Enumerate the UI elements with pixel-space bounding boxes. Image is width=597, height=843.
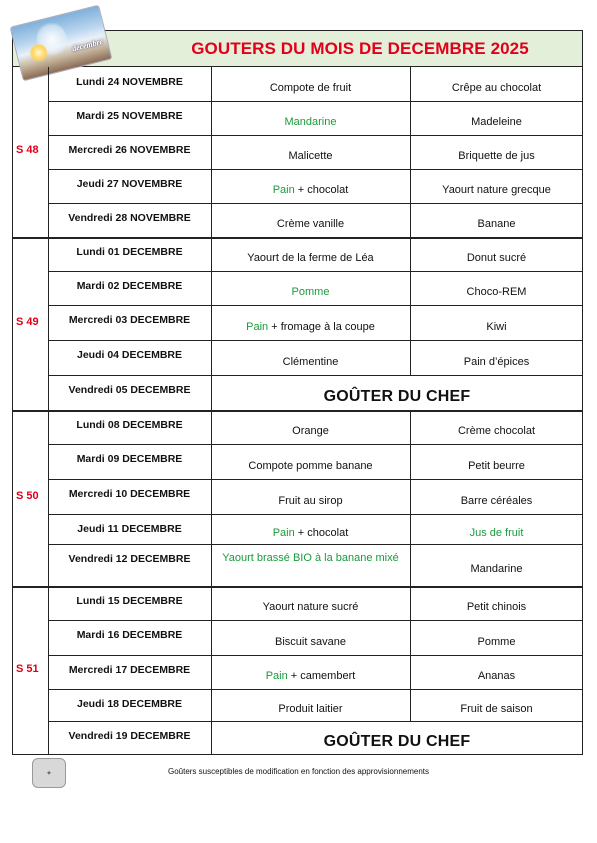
snack-second-item bbox=[416, 308, 577, 343]
item-text: + fromage à la coupe bbox=[268, 320, 375, 333]
dish-column-divider bbox=[410, 271, 411, 305]
item-text: Clémentine bbox=[282, 355, 339, 368]
day-label: Lundi 15 DECEMBRE bbox=[76, 595, 183, 607]
dish-column-divider bbox=[410, 135, 411, 169]
day-label: Vendredi 19 DECEMBRE bbox=[68, 730, 191, 742]
dish-column-divider bbox=[410, 544, 411, 586]
dish-column-divider bbox=[410, 305, 411, 340]
chef-snack-banner: GOÛTER DU CHEF bbox=[323, 733, 471, 750]
day-label: Mardi 25 NOVEMBRE bbox=[76, 110, 183, 122]
chef-snack-banner: GOÛTER DU CHEF bbox=[323, 387, 471, 405]
snack-first-item bbox=[217, 172, 404, 206]
item-text: Kiwi bbox=[486, 320, 507, 333]
highlighted-item-text: Mandarine bbox=[284, 116, 337, 128]
snack-second-item bbox=[416, 482, 577, 517]
snack-first-item bbox=[217, 413, 404, 447]
day-label: Lundi 08 DECEMBRE bbox=[76, 419, 183, 431]
snack-first-item bbox=[217, 517, 404, 547]
day-label: Mardi 09 DECEMBRE bbox=[76, 453, 183, 465]
highlighted-item-text: Jus de fruit bbox=[469, 527, 524, 539]
item-text: Crème vanille bbox=[276, 218, 345, 230]
highlighted-item-text: Pain bbox=[272, 184, 295, 196]
snack-first-item bbox=[217, 658, 404, 692]
snack-first-item bbox=[217, 70, 404, 104]
day-label: Jeudi 18 DECEMBRE bbox=[76, 698, 183, 710]
dish-column-divider bbox=[410, 67, 411, 101]
dish-column-divider bbox=[410, 479, 411, 514]
item-text: Crème chocolat bbox=[457, 425, 536, 437]
day-label: Vendredi 05 DECEMBRE bbox=[68, 384, 191, 396]
week-number-label: S 48 bbox=[16, 144, 39, 156]
snack-second-item bbox=[416, 172, 577, 206]
item-text: + chocolat bbox=[294, 184, 349, 196]
item-text: + camembert bbox=[287, 670, 356, 682]
dish-column-divider bbox=[410, 340, 411, 375]
item-text: + chocolat bbox=[294, 527, 349, 539]
week-number-label: S 49 bbox=[16, 315, 39, 328]
day-label: Jeudi 27 NOVEMBRE bbox=[76, 178, 183, 190]
snack-first-item bbox=[217, 482, 404, 517]
snack-second-item bbox=[416, 547, 577, 589]
snack-first-item bbox=[217, 692, 404, 724]
item-text: Compote de fruit bbox=[269, 82, 352, 94]
highlighted-item-text: Pain bbox=[246, 320, 269, 333]
snack-first-item bbox=[217, 206, 404, 240]
snack-first-item bbox=[217, 104, 404, 138]
dish-column-divider bbox=[410, 203, 411, 237]
day-label: Mercredi 10 DECEMBRE bbox=[68, 488, 191, 500]
week-number-label: S 51 bbox=[16, 662, 39, 675]
snack-second-item bbox=[416, 274, 577, 308]
day-label: Jeudi 11 DECEMBRE bbox=[77, 523, 182, 535]
snack-second-item bbox=[416, 240, 577, 274]
snack-first-item bbox=[217, 274, 404, 308]
page-title: GOUTERS DU MOIS DE DECEMBRE 2025 bbox=[191, 39, 529, 58]
snack-second-item bbox=[416, 206, 577, 240]
item-text: Pain d’épices bbox=[463, 355, 530, 368]
item-text: Orange bbox=[292, 425, 329, 437]
day-label: Vendredi 28 NOVEMBRE bbox=[68, 212, 191, 224]
item-text: Fruit de saison bbox=[460, 703, 533, 715]
highlighted-item-text: Yaourt brassé BIO à la banane mixé bbox=[222, 552, 399, 564]
dish-column-divider bbox=[410, 586, 411, 620]
highlighted-item-text: Pain bbox=[272, 527, 295, 539]
item-text: Fruit au sirop bbox=[278, 494, 343, 507]
snack-second-item bbox=[416, 517, 577, 547]
dish-column-divider bbox=[410, 514, 411, 544]
snack-second-item bbox=[416, 104, 577, 138]
item-text: Briquette de jus bbox=[458, 150, 535, 162]
snack-second-item bbox=[416, 138, 577, 172]
item-text: Choco-REM bbox=[466, 286, 527, 298]
item-text: Compote pomme banane bbox=[248, 459, 373, 472]
item-text: Yaourt nature sucré bbox=[262, 601, 359, 613]
item-text: Ananas bbox=[477, 670, 516, 682]
dish-column-divider bbox=[410, 101, 411, 135]
item-text: Biscuit savane bbox=[275, 635, 346, 648]
day-label: Mercredi 03 DECEMBRE bbox=[68, 314, 191, 326]
item-text: Pomme bbox=[477, 635, 516, 648]
logo-caption: décembre bbox=[71, 36, 104, 54]
dish-column-divider bbox=[410, 410, 411, 444]
item-text: Petit chinois bbox=[466, 601, 527, 613]
item-text: Banane bbox=[477, 218, 516, 230]
dish-column-divider bbox=[410, 689, 411, 721]
day-label: Mercredi 17 DECEMBRE bbox=[68, 664, 191, 676]
dish-column-divider bbox=[410, 444, 411, 479]
item-text: Malicette bbox=[288, 150, 333, 162]
snack-second-item bbox=[416, 589, 577, 623]
highlighted-item-text: Pomme bbox=[291, 286, 330, 298]
item-text: Barre céréales bbox=[460, 494, 533, 507]
item-text: Yaourt nature grecque bbox=[442, 184, 551, 196]
highlighted-item-text: Pain bbox=[265, 670, 288, 682]
dish-column-divider bbox=[410, 237, 411, 271]
snack-first-item bbox=[217, 240, 404, 274]
dish-column-divider bbox=[410, 655, 411, 689]
snack-first-item bbox=[217, 589, 404, 623]
snack-first-item bbox=[217, 447, 404, 482]
day-label: Mardi 02 DECEMBRE bbox=[76, 280, 183, 292]
footer-note: Goûters susceptibles de modification en fonction des approvisionnements bbox=[167, 767, 430, 776]
week-number-label: S 50 bbox=[16, 490, 39, 502]
item-text: Yaourt de la ferme de Léa bbox=[247, 252, 374, 264]
day-label: Mercredi 26 NOVEMBRE bbox=[68, 144, 191, 156]
day-label: Vendredi 12 DECEMBRE bbox=[68, 553, 191, 565]
snack-second-item bbox=[416, 658, 577, 692]
snack-first-item bbox=[217, 623, 404, 658]
day-label: Jeudi 04 DECEMBRE bbox=[76, 349, 183, 361]
item-text: Mandarine bbox=[470, 563, 523, 575]
snack-second-item bbox=[416, 447, 577, 482]
dish-column-divider bbox=[410, 169, 411, 203]
dish-column-divider bbox=[410, 620, 411, 655]
day-label: Lundi 24 NOVEMBRE bbox=[76, 76, 183, 88]
item-text: Produit laitier bbox=[278, 703, 343, 715]
snack-second-item bbox=[416, 413, 577, 447]
snack-second-item bbox=[416, 623, 577, 658]
snack-first-item bbox=[217, 547, 404, 589]
snack-second-item bbox=[416, 343, 577, 378]
snack-first-item bbox=[217, 343, 404, 378]
item-text: Petit beurre bbox=[468, 459, 525, 472]
snack-second-item bbox=[416, 692, 577, 724]
item-text: Crêpe au chocolat bbox=[451, 82, 542, 94]
snack-second-item bbox=[416, 70, 577, 104]
snack-first-item bbox=[217, 308, 404, 343]
day-label: Lundi 01 DECEMBRE bbox=[76, 246, 183, 258]
item-text: Madeleine bbox=[471, 116, 522, 128]
snack-first-item bbox=[217, 138, 404, 172]
school-logo-icon: ✦ bbox=[32, 758, 66, 788]
day-label: Mardi 16 DECEMBRE bbox=[76, 629, 183, 641]
item-text: Donut sucré bbox=[466, 252, 527, 264]
